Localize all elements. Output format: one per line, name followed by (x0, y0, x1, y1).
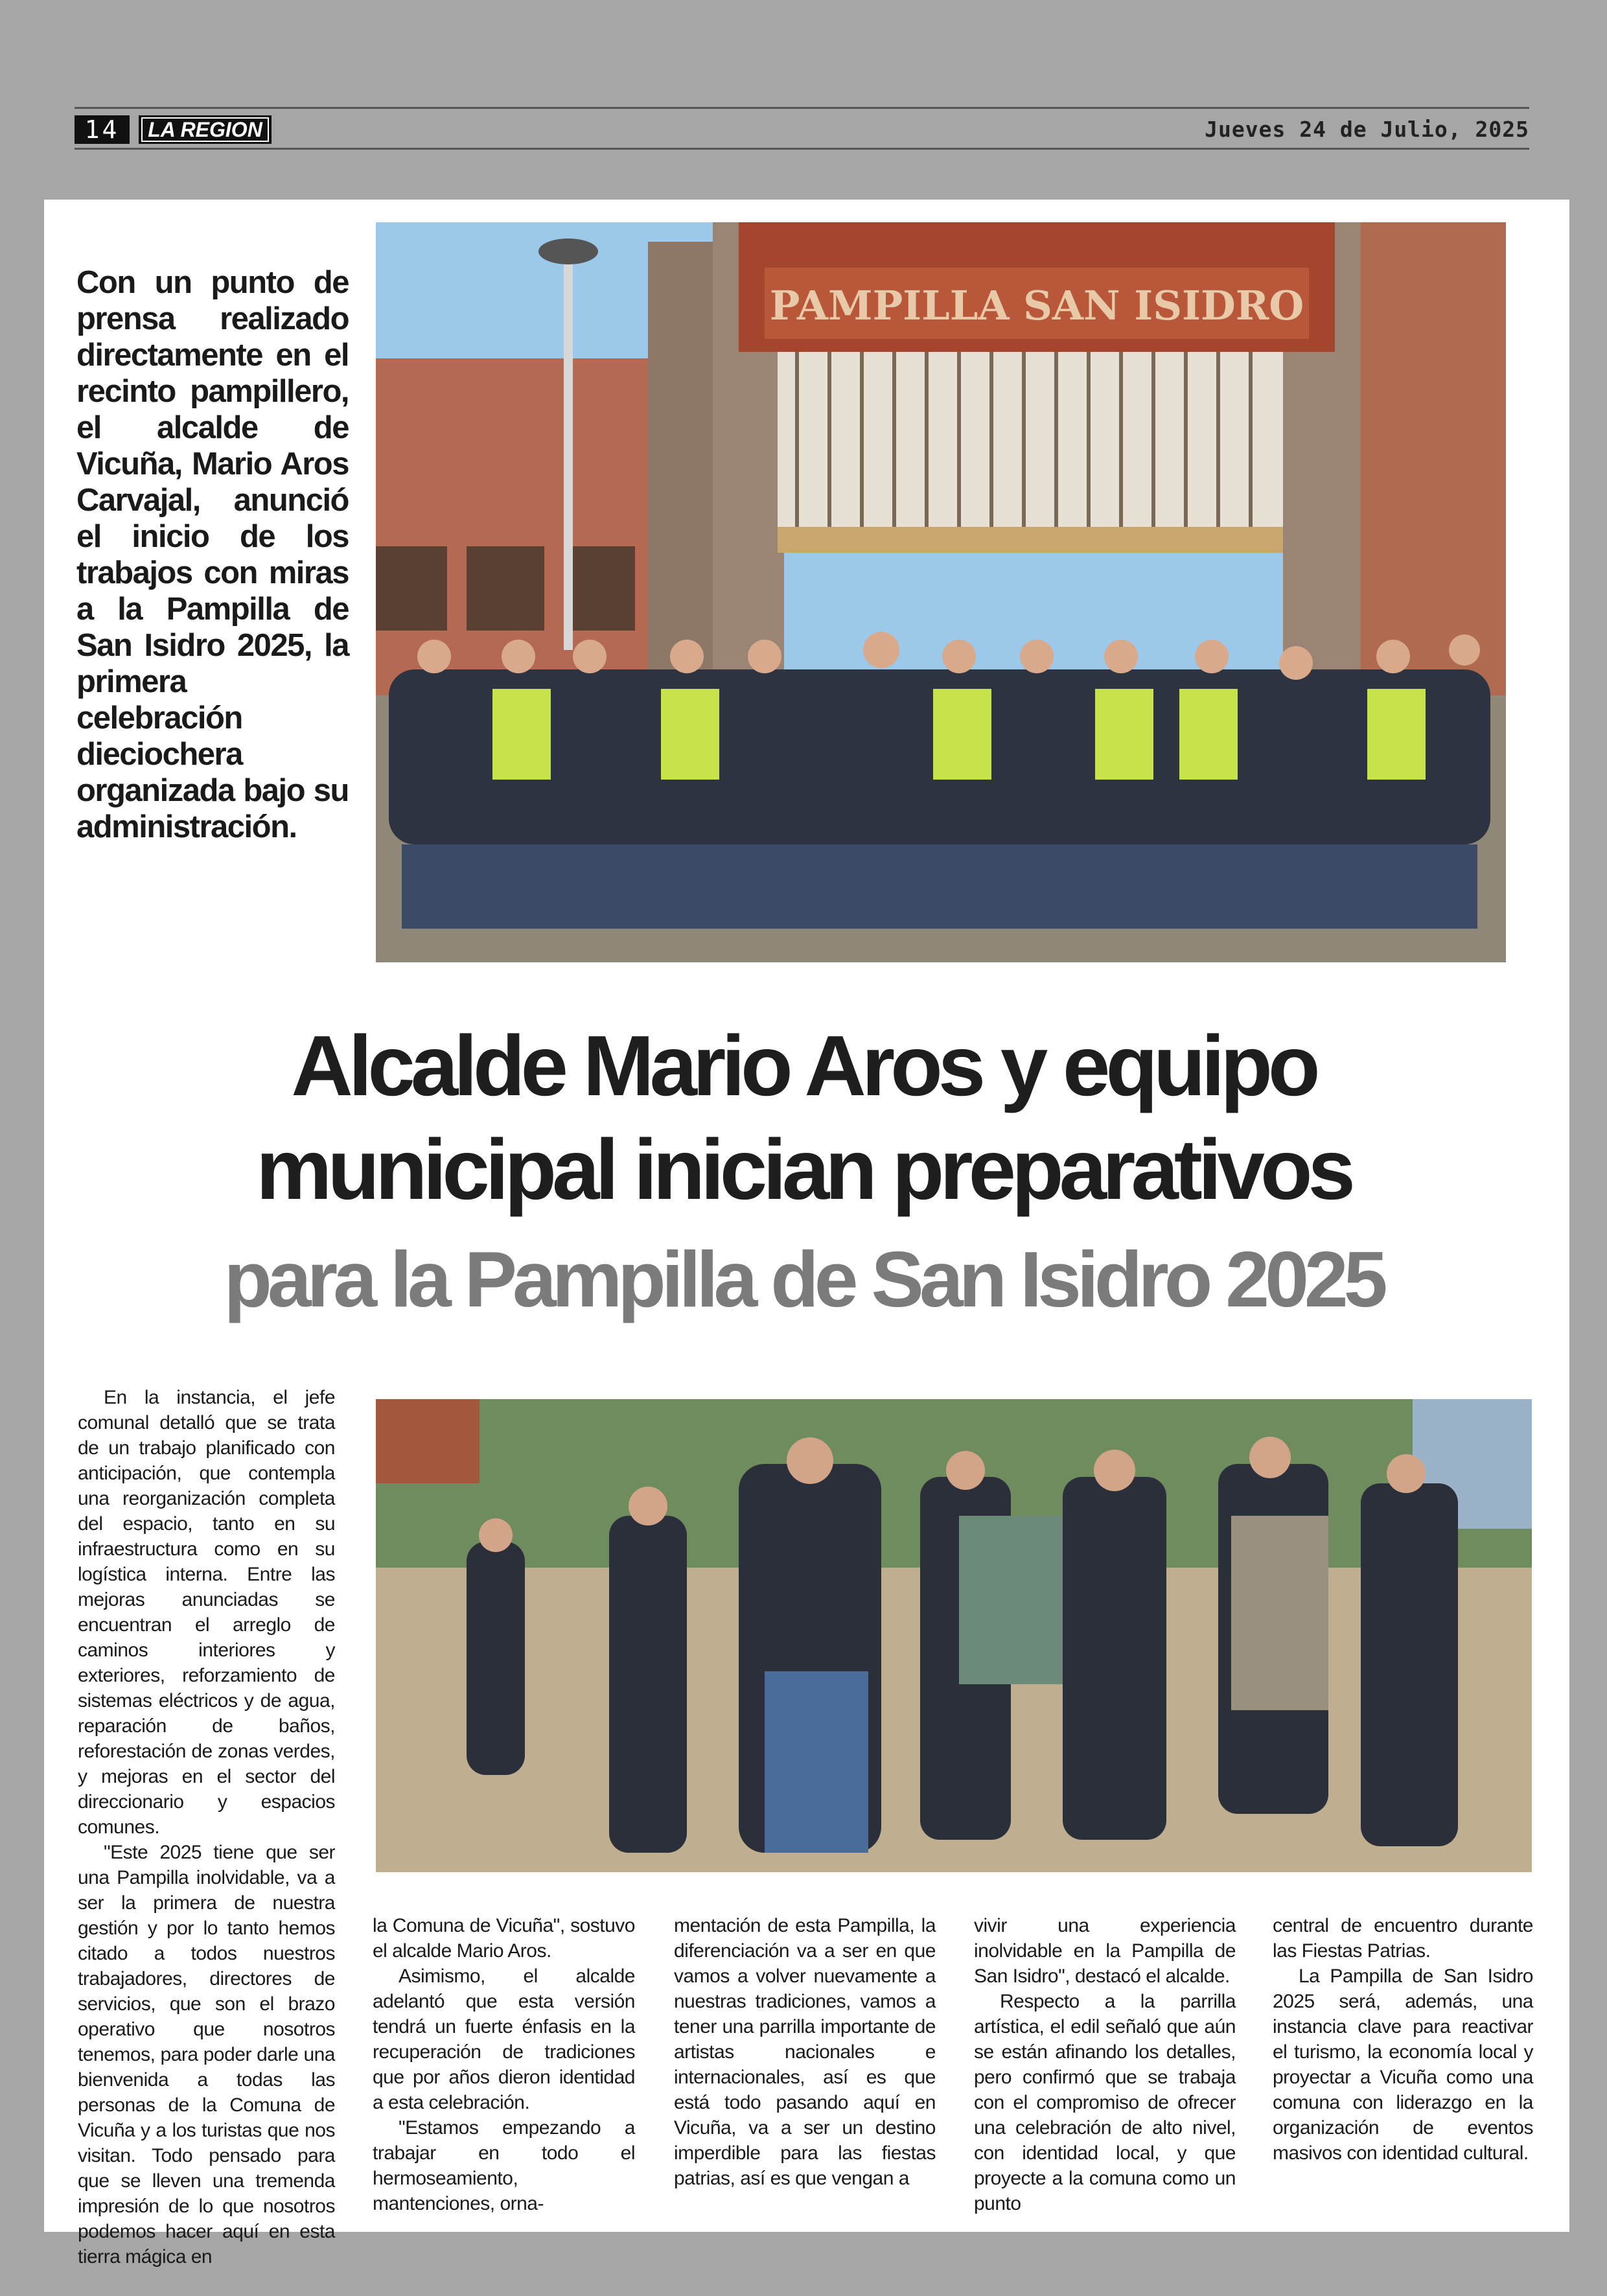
newspaper-logo (139, 115, 272, 144)
paragraph: Respecto a la parrilla artística, el edil señaló que aún se están afinando los detalles, pero confirmó que se trabaja con el compromiso de ofrecer una celebración de alto nivel, con identidad local, y que proyecte a la comuna como un punto (974, 1991, 1236, 2214)
body-column-4 (974, 1913, 1236, 2216)
body-column-1 (78, 1385, 335, 2269)
newspaper-logo-text: LA REGION (141, 117, 269, 142)
paragraph: "Este 2025 tiene que ser una Pampilla inolvidable, va a ser la primera de nuestra gestión y por lo tanto hemos citado a todos nuestros trabajadores, directores de servicios, que son el brazo operativo que nosotros tenemos, para poder darle una bienvenida a todas las personas de la Comuna de Vicuña y a los turistas que nos visitan. Todo pensado para que se lleven una tremenda impresión de lo que nosotros podemos hacer aquí en esta tierra mágica en (78, 1842, 335, 2267)
issue-date: Jueves 24 de Julio, 2025 (1205, 117, 1529, 142)
article-lead: Con un punto de prensa realizado directamente en el recinto pampillero, el alcalde de Vicuña, Mario Aros Carvajal, anunció el inicio de los trabajos con miras a la Pampilla de San Isidro 2025, la primera celebración dieciochera organizada bajo su administración. (76, 265, 349, 844)
body-column-3 (674, 1913, 936, 2191)
headline-line-1: Alcalde Mario Aros y equipo (291, 1018, 1316, 1113)
page-number: 14 (75, 115, 130, 144)
paragraph: Asimismo, el alcalde adelantó que esta versión tendrá un fuerte énfasis en la recuperación de tradiciones que por años dieron identidad a esta celebración. (373, 1966, 635, 2113)
paragraph: "Estamos empezando a trabajar en todo el hermoseamiento, mantenciones, orna- (373, 2117, 635, 2214)
inspection-photo-illustration (376, 1399, 1532, 1872)
paragraph-continued: mentación de esta Pampilla, la diferenciación va a ser en que vamos a volver nuevamente a nuestras tradiciones, vamos a tener una parrilla importante de artistas nacionales e internacionales, así es que está todo pasando aquí en Vicuña, va a ser un destino imperdible para las fiestas patrias, así es que vengan a (674, 1915, 936, 2189)
header-rule-top (75, 107, 1529, 109)
paragraph: En la instancia, el jefe comunal detalló que se trata de un trabajo planificado con anticipación, que contempla una reorganización completa del espacio, tanto en su infraestructura como en su logística interna. Entre las mejoras anunciadas se encuentran el arreglo de caminos interiores y exteriores, reforzamiento de sistemas eléctricos y de agua, reparación de baños, reforestación de zonas verdes, y mejoras en el sector del direccionario y espacios comunes. (78, 1387, 335, 1838)
gate-sign: PAMPILLA SAN ISIDRO (769, 282, 1304, 329)
paragraph-continued: vivir una experiencia inolvidable en la Pampilla de San Isidro", destacó el alcalde. (974, 1915, 1236, 1987)
headline-line-2: municipal inician preparativos (256, 1122, 1351, 1217)
paragraph-continued: central de encuentro durante las Fiestas Patrias. (1273, 1915, 1533, 1962)
body-column-5 (1273, 1913, 1533, 2166)
body-column-2 (373, 1913, 635, 2216)
header-rule-bottom (75, 148, 1529, 150)
headline-line-3: para la Pampilla de San Isidro 2025 (224, 1235, 1383, 1323)
paragraph-continued: la Comuna de Vicuña", sostuvo el alcalde Mario Aros. (373, 1915, 635, 1962)
group-photo-illustration (376, 222, 1506, 962)
paragraph: La Pampilla de San Isidro 2025 será, además, una instancia clave para reactivar el turismo, la economía local y proyectar a Vicuña como una comuna con liderazgo en la organización de eventos masivos con identidad cultural. (1273, 1966, 1533, 2164)
officials-inspection-photo (376, 1399, 1532, 1872)
group-photo-at-gate (376, 222, 1506, 962)
